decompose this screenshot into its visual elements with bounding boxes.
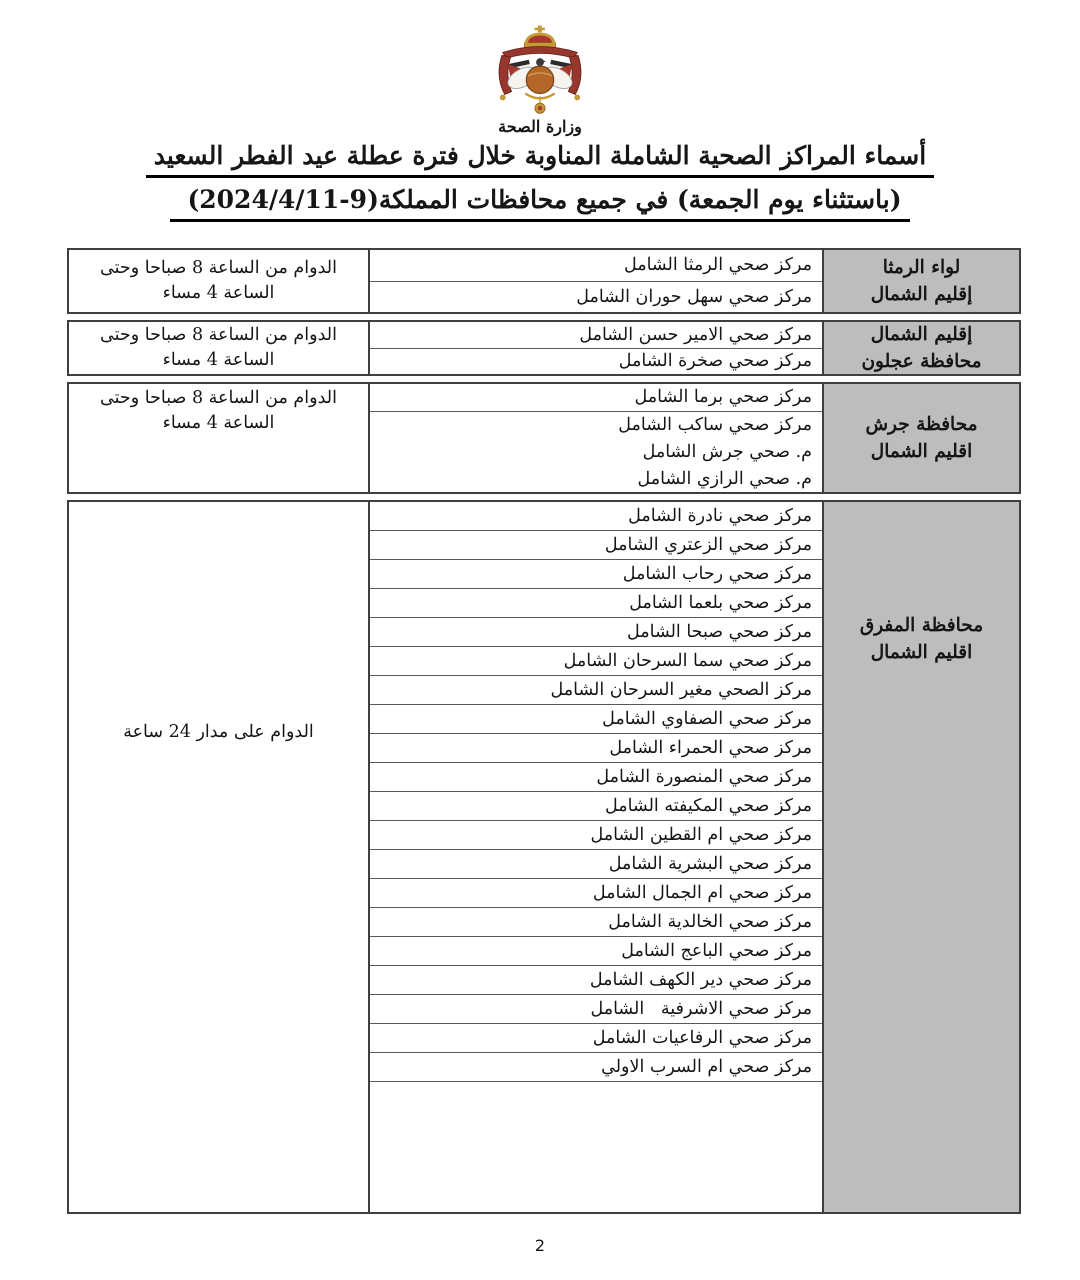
duty-hours [100,384,337,436]
duty-hours-line: الساعة 4 مساء [162,413,275,433]
health-center-name: م. صحي الرازي الشامل [637,469,812,489]
center-cell [370,618,822,647]
health-center-name: م. صحي جرش الشامل [642,442,812,462]
region-cell [822,322,1019,374]
health-center-name: مركز صحي ام السرب الاولي [601,1057,812,1077]
health-center-name: مركز صحي الخالدية الشامل [608,912,812,932]
region-name-line: محافظة المفرق [859,615,984,636]
health-center-name: مركز صحي الرمثا الشامل [623,255,812,276]
center-cell [370,647,822,676]
health-center-name: مركز صحي المنصورة الشامل [596,767,812,787]
health-center-name: مركز صحي ام القطين الشامل [590,825,812,845]
region-name [871,254,973,308]
center-cell [370,560,822,589]
health-center-name: مركز صحي دير الكهف الشامل [589,970,812,990]
document-titles [0,141,1080,222]
region-cell [822,502,1019,1212]
region-name-line: اقليم الشمال [870,642,973,663]
region-cell [822,250,1019,312]
document-title-line1: أسماء المراكز الصحية الشاملة المناوبة خلال فترة عطلة عيد الفطر السعيد [146,141,934,178]
hours-cell [69,502,370,1212]
health-center-name: مركز صحي صخرة الشامل [618,351,812,372]
center-cell [370,908,822,937]
center-cell [370,937,822,966]
center-cell [370,282,822,313]
health-center-name: مركز صحي صبحا الشامل [627,622,812,642]
center-cell [370,763,822,792]
health-center-name: مركز صحي الزعتري الشامل [604,535,812,555]
center-cell [370,531,822,560]
health-center-name: مركز صحي رحاب الشامل [622,564,812,584]
region-name-line: محافظة جرش [865,414,978,435]
center-cell [370,1082,822,1212]
center-cell [370,250,822,282]
duty-hours [123,720,314,745]
center-cell [370,589,822,618]
health-center-name: مركز صحي بلعما الشامل [629,593,812,613]
hours-cell [69,250,370,312]
region-name-line: لواء الرمثا [882,257,961,278]
health-center-name: مركز صحي الاشرفية الشامل [590,999,812,1019]
health-center-name: مركز صحي المكيفته الشامل [605,796,812,816]
centers-column [370,502,822,1212]
region-name-line: محافظة عجلون [861,351,982,372]
region-name [865,411,977,465]
center-cell [370,792,822,821]
hours-cell [69,384,370,492]
duty-hours-line: الدوام من الساعة 8 صباحا وحتى [100,258,337,278]
health-center-name: مركز صحي الصفاوي الشامل [602,709,812,729]
jordan-coat-of-arms-icon [481,24,599,122]
title-line2-date: (2024/4/11-9) [187,185,379,214]
duty-hours-line: الساعة 4 مساء [162,350,275,370]
duty-hours [100,256,337,306]
health-center-name: مركز صحي الباعج الشامل [621,941,812,961]
center-cell [370,995,822,1024]
region-name [861,321,981,375]
ministry-name: وزارة الصحة [498,117,582,136]
duty-hours-line: الدوام من الساعة 8 صباحا وحتى [100,388,337,408]
center-cell [370,734,822,763]
center-cell [370,412,822,493]
region-name-line: اقليم الشمال [870,441,973,462]
health-center-name: مركز صحي سما السرحان الشامل [563,651,812,671]
health-center-name: مركز صحي نادرة الشامل [628,506,812,526]
duty-table [67,248,1021,1214]
health-center-name: مركز صحي الامير حسن الشامل [579,324,812,345]
health-center-name: مركز صحي الحمراء الشامل [609,738,812,758]
center-cell [370,384,822,412]
region-name-line: إقليم الشمال [870,284,973,305]
health-center-name: مركز صحي البشرية الشامل [608,854,812,874]
health-center-name: مركز صحي برما الشامل [634,387,812,407]
table-section [67,320,1021,376]
center-cell [370,349,822,375]
centers-column [370,322,822,374]
health-center-name: مركز الصحي مغير السرحان الشامل [550,680,812,700]
hours-cell [69,322,370,374]
health-center-name: مركز صحي سهل حوران الشامل [576,286,812,307]
center-cell [370,1053,822,1082]
center-cell [370,850,822,879]
centers-column [370,384,822,492]
region-cell [822,384,1019,492]
table-section [67,248,1021,314]
table-section [67,500,1021,1214]
duty-hours [100,323,337,373]
centers-column [370,250,822,312]
health-center-name: مركز صحي ام الجمال الشامل [592,883,812,903]
center-cell [370,502,822,531]
table-section [67,382,1021,494]
center-cell [370,705,822,734]
health-center-name: مركز صحي الرفاعيات الشامل [592,1028,812,1048]
page-number: 2 [534,1236,546,1255]
center-cell [370,676,822,705]
duty-hours-line: الساعة 4 مساء [162,283,275,303]
duty-hours-line: الدوام على مدار 24 ساعة [123,722,314,742]
duty-hours-line: الدوام من الساعة 8 صباحا وحتى [100,325,337,345]
document-title-line2 [170,185,909,222]
center-cell [370,821,822,850]
region-name [860,612,983,666]
center-cell [370,879,822,908]
health-center-name: مركز صحي ساكب الشامل [618,415,812,435]
title-line2-text: (باستثناء يوم الجمعة) في جميع محافظات المملكة [378,185,902,214]
center-cell [370,322,822,349]
center-cell [370,1024,822,1053]
center-cell [370,966,822,995]
region-name-line: إقليم الشمال [870,324,973,345]
